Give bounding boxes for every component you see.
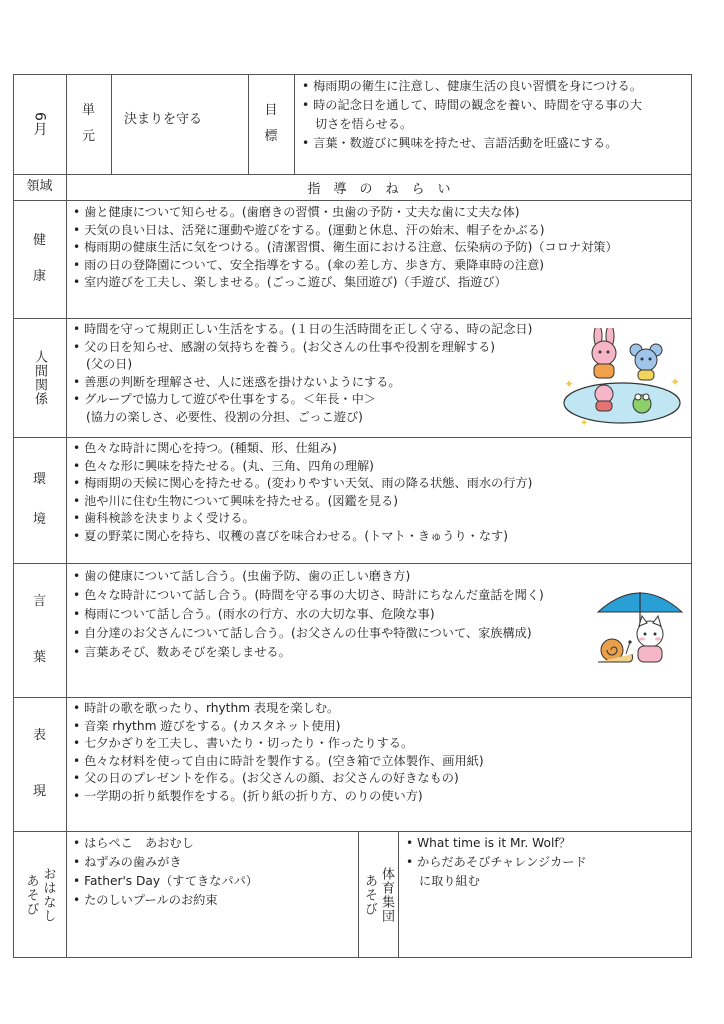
row-divider [13,318,692,319]
aim-item: • 七夕かざりを工夫し、書いたり・切ったり・作ったりする。 [73,735,484,753]
aim-item: • 色々な時計について話し合う。(時間を守る事の大切さ、時計にちなんだ童話を聞く) [73,586,544,605]
domain-health [13,200,66,318]
domain-header: 領域 [26,179,53,194]
domain-name: 葉 [32,650,46,665]
svg-text:✦: ✦ [580,418,589,428]
row-divider [13,697,692,698]
unit-label-2: 元 [81,129,95,144]
goal-item: • 梅雨期の衛生に注意し、健康生活の良い習慣を身につける。 [302,77,642,96]
goal-label-1: 目 [264,103,278,118]
row-divider [13,200,692,201]
language-aims [73,567,544,662]
month-cell [13,74,66,174]
aim-item: • 父の日を知らせ、感謝の気持ちを養う。(お父さんの仕事や役割を理解する) [73,339,532,357]
domain-environment [13,437,66,563]
aim-item: • 歯の健康について話し合う。(虫歯予防、歯の正しい磨き方) [73,567,544,586]
health-aims [73,204,618,292]
pe-label: 体育集団 あそび [362,866,394,923]
goal-item: • 言葉・数遊びに興味を持たせ、言語活動を旺盛にする。 [302,134,642,153]
domain-language [13,563,66,697]
aim-item: • 歯科検診を決まりよく受ける。 [73,510,532,528]
pe-item: • What time is it Mr. Wolf？ [406,834,587,853]
domain-name: 環 [32,472,46,487]
aim-item-continued: (父の日) [86,357,133,372]
domain-relations [13,318,66,437]
row-divider [13,831,692,832]
domain-name: 言 [32,594,46,609]
aim-item: • 室内遊びを工夫し、楽しませる。(ごっこ遊び、集団遊び)（手遊び、指遊び） [73,274,618,292]
aim-item: • 色々な形に興味を持たせる。(丸、三角、四角の理解) [73,458,532,476]
aim-item: • 善悪の判断を理解させ、人に迷惑を掛けないようにする。 [73,374,532,392]
goal-item: • 時の記念日を通して、時間の観念を養い、時間を守る事の大 [302,96,642,115]
story-item: • はらぺこ あおむし [73,834,258,853]
domain-name: 康 [32,269,46,284]
story-item: • ねずみの歯みがき [73,853,258,872]
story-item: • Father's Day（すてきなパパ） [73,872,258,891]
aim-item: • 雨の日の登降園について、安全指導をする。(傘の差し方、歩き方、乗降車時の注意) [73,257,618,275]
svg-text:✦: ✦ [564,377,575,391]
aim-item: • 夏の野菜に関心を持ち、収穫の喜びを味合わせる。(トマト・きゅうり・なす) [73,528,532,546]
aim-item: • 自分達のお父さんについて話し合う。(お父さんの仕事や特徴について、家族構成) [73,624,544,643]
domain-name: 境 [32,512,46,527]
aim-item: • 梅雨について話し合う。(雨水の行方、水の大切な事、危険な事) [73,605,544,624]
domain-name: 健 [32,233,46,248]
aim-item: • 池や川に住む生物について興味を持たせる。(図鑑を見る) [73,493,532,511]
environment-aims [73,440,532,546]
animals-pond-illustration [560,328,690,428]
unit-label-1: 単 [81,103,95,118]
aim-item: • 一学期の折り紙製作をする。(折り紙の折り方、のりの使い方) [73,788,484,806]
unit-label-cell [66,74,111,174]
col-divider [398,831,399,958]
col-divider [294,74,295,174]
domain-expression [13,697,66,831]
month-label: 6月 [31,111,48,137]
aim-item: • 時計の歌を歌ったり、rhythm 表現を楽しむ。 [73,700,484,718]
story-label: おはなし あそび [23,866,56,923]
story-list [73,834,258,910]
aim-item: • 色々な材料を使って自由に時計を製作する。(空き箱で立体製作、画用紙) [73,753,484,771]
aim-item: • 梅雨期の天候に関心を持たせる。(変わりやすい天気、雨の降る状態、雨水の行方) [73,475,532,493]
pe-item-continued: に取り組む [419,874,480,888]
col-divider [111,74,112,174]
aim-item: • 時間を守って規則正しい生活をする。(１日の生活時間を正しく守る、時の記念日) [73,321,532,339]
story-item: • たのしいプールのお約束 [73,891,258,910]
pe-item: • からだあそびチャレンジカード [406,853,587,872]
domain-name: 表 [32,728,46,743]
row-divider [13,563,692,564]
aims-header: 指 導 の ね ら い [307,181,451,197]
relations-aims [73,321,532,427]
pe-label-cell [358,831,398,958]
col-divider [66,174,67,958]
aim-item: • 父の日のプレゼントを作る。(お父さんの顔、お父さんの好きなもの) [73,770,484,788]
aim-item: • 歯と健康について知らせる。(歯磨きの習慣・虫歯の予防・丈夫な歯に丈夫な体) [73,204,618,222]
domain-name: 現 [32,784,46,799]
story-label-cell [13,831,66,958]
aim-item: • 音楽 rhythm 遊びをする。(カスタネット使用) [73,718,484,736]
aim-item: • 梅雨期の健康生活に気をつける。(清潔習慣、衛生面における注意、伝染病の予防)（コロナ対策） [73,239,618,257]
goal-label-2: 標 [264,129,278,144]
aim-item: • グループで協力して遊びや仕事をする。＜年長・中＞ [73,391,532,409]
goal-item-continued: 切さを悟らせる。 [315,117,413,131]
goal-label-cell [248,74,294,174]
domain-name: 人間関係 [32,349,47,406]
expression-aims [73,700,484,806]
row-divider [13,437,692,438]
unit-value: 決まりを守る [124,112,203,127]
svg-text:✦: ✦ [670,375,681,389]
goal-list [302,77,642,153]
aim-item: • 天気の良い日は、活発に運動や遊びをする。(運動と休息、汗の始末、帽子をかぶる) [73,222,618,240]
aim-item: • 言葉あそび、数あそびを楽しませる。 [73,643,544,662]
aim-item-continued: (協力の楽しさ、必要性、役割の分担、ごっこ遊び) [86,409,363,424]
pe-list [406,834,587,891]
cat-umbrella-illustration [590,582,690,672]
aim-item: • 色々な時計に関心を持つ。(種類、形、仕組み) [73,440,532,458]
